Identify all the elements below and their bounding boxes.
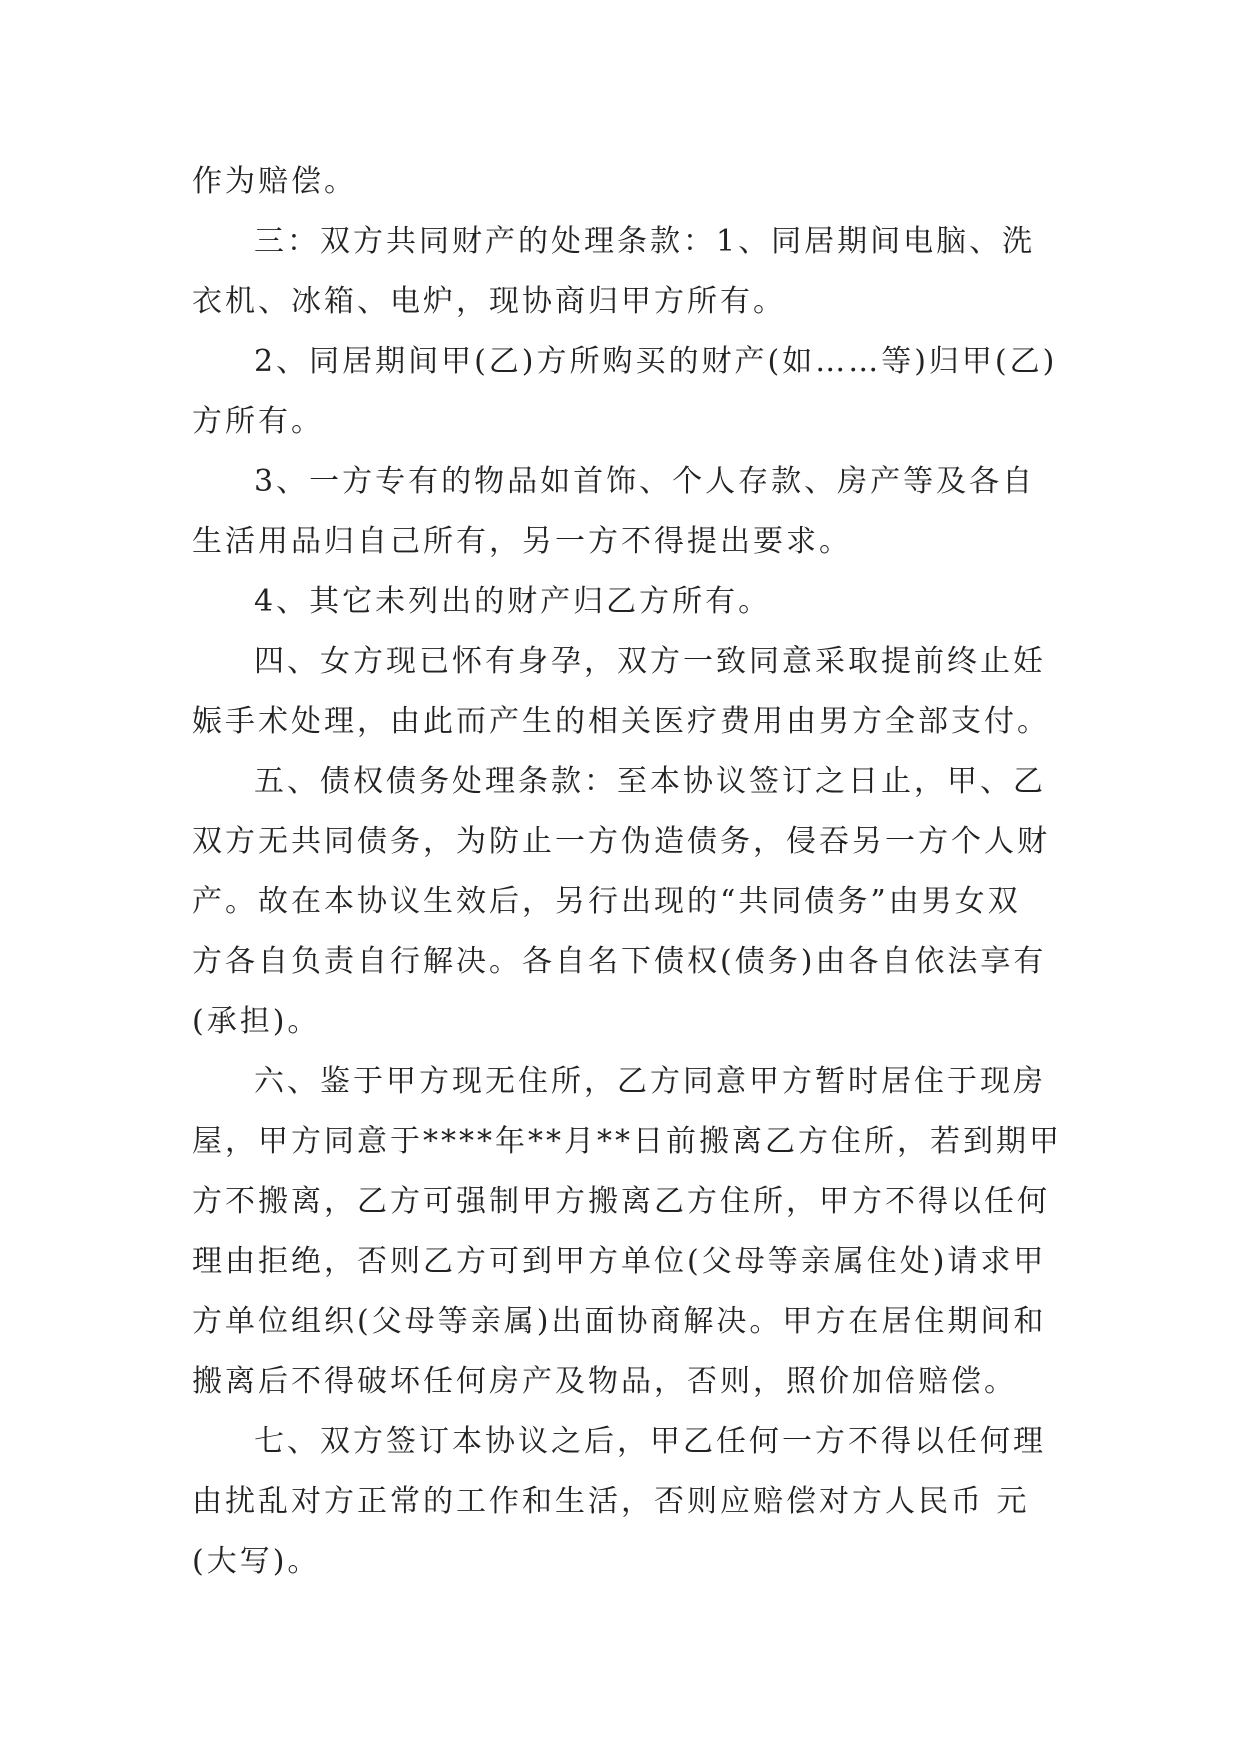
text-line: 理由拒绝，否则乙方可到甲方单位(父母等亲属住处)请求甲	[192, 1244, 1047, 1279]
text-line: 双方无共同债务，为防止一方伪造债务，侵吞另一方个人财	[192, 824, 1050, 859]
text-line: 衣机、冰箱、电炉，现协商归甲方所有。	[192, 284, 786, 319]
text-line: 三：双方共同财产的处理条款：1、同居期间电脑、洗	[254, 224, 1036, 259]
text-line: 方单位组织(父母等亲属)出面协商解决。甲方在居住期间和	[192, 1304, 1047, 1339]
text-line: (大写)。	[192, 1544, 321, 1579]
text-line: (承担)。	[192, 1004, 321, 1039]
text-line: 七、双方签订本协议之后，甲乙任何一方不得以任何理	[254, 1424, 1046, 1459]
text-line: 方不搬离，乙方可强制甲方搬离乙方住所，甲方不得以任何	[192, 1184, 1050, 1219]
text-line: 方所有。	[192, 404, 324, 439]
text-line: 六、鉴于甲方现无住所，乙方同意甲方暂时居住于现房	[254, 1064, 1046, 1099]
text-line: 2、同居期间甲(乙)方所购买的财产(如……等)归甲(乙)	[254, 344, 1058, 379]
text-line: 娠手术处理，由此而产生的相关医疗费用由男方全部支付。	[192, 704, 1050, 739]
text-line: 3、一方专有的物品如首饰、个人存款、房产等及各自	[254, 464, 1036, 499]
text-line: 产。故在本协议生效后，另行出现的“共同债务”由男女双	[192, 884, 1021, 919]
text-line: 4、其它未列出的财产归乙方所有。	[254, 584, 772, 619]
text-line: 方各自负责自行解决。各自名下债权(债务)由各自依法享有	[192, 944, 1047, 979]
document-body	[192, 152, 1062, 1592]
text-line: 作为赔偿。	[192, 164, 357, 199]
text-line: 屋，甲方同意于****年**月**日前搬离乙方住所，若到期甲	[192, 1124, 1062, 1159]
text-line: 生活用品归自己所有，另一方不得提出要求。	[192, 524, 852, 559]
text-line: 四、女方现已怀有身孕，双方一致同意采取提前终止妊	[254, 644, 1046, 679]
text-line: 由扰乱对方正常的工作和生活，否则应赔偿对方人民币 元	[192, 1484, 1030, 1519]
text-line: 搬离后不得破坏任何房产及物品，否则，照价加倍赔偿。	[192, 1364, 1017, 1399]
text-line: 五、债权债务处理条款：至本协议签订之日止，甲、乙	[254, 764, 1046, 799]
